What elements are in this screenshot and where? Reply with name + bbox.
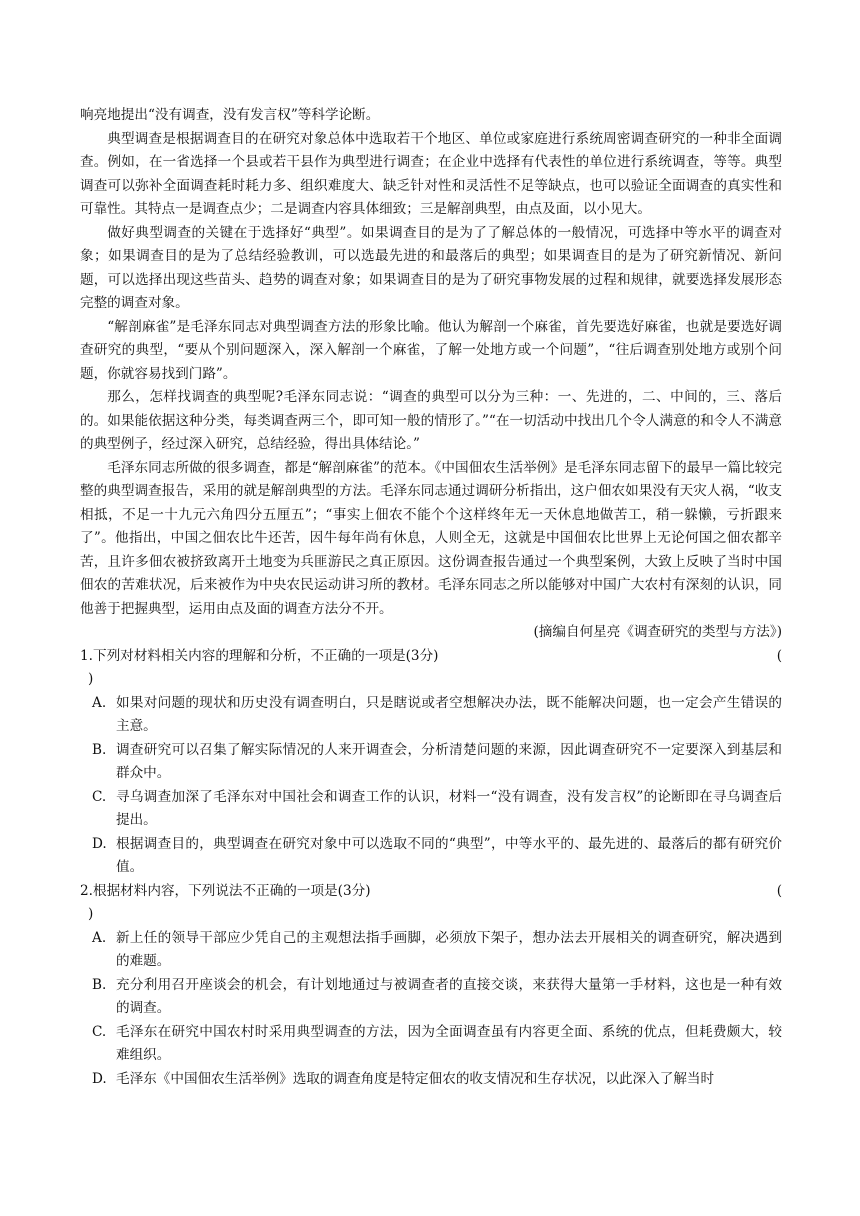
option-b (80, 739, 782, 786)
option-a (80, 692, 782, 739)
option-letter: A. (92, 694, 107, 711)
option-letter: D. (92, 835, 107, 852)
answer-paren-close: ) (88, 906, 94, 922)
option-text: 寻乌调查加深了毛泽东对中国社会和调查工作的认识，材料一“没有调查，没有发言权”的论断即在寻乌调查后提出。 (116, 788, 782, 828)
question-block (80, 645, 782, 880)
option-letter: B. (92, 976, 107, 993)
passage-paragraph: 毛泽东同志所做的很多调查，都是“解剖麻雀”的范本。《中国佃农生活举例》是毛泽东同志留下的最早一篇比较完整的典型调查报告，采用的就是解剖典型的方法。毛泽东同志通过调研分析指出，这户佃农如果没有天灾人祸，“收支相抵，不足一十九元六角四分五厘五”；“事实上佃农不能个个这样终年无一天休息地做苦工，稍一躲懒，亏折跟来了”。他指出，中国之佃农比牛还苦，因牛每年尚有休息，人则全无，这就是中国佃农比世界上无论何国之佃农都辛苦，且许多佃农被挤致离开土地变为兵匪游民之真正原因。这份调查报告通过一个典型案例，大致上反映了当时中国佃农的苦难状况，后来被作为中央农民运动讲习所的教材。毛泽东同志之所以能够对中国广大农村有深刻的认识，同他善于把握典型，运用由点及面的调查方法分不开。 (80, 459, 782, 617)
option-letter: A. (92, 929, 107, 946)
option-text: 调查研究可以召集了解实际情况的人来开调查会，分析清楚问题的来源，因此调查研究不一定要深入到基层和群众中。 (116, 741, 782, 781)
passage-paragraph: 典型调查是根据调查目的在研究对象总体中选取若干个地区、单位或家庭进行系统周密调查研究的一种非全面调查。例如，在一省选择一个县或若干县作为典型进行调查；在企业中选择有代表性的单位进行系统调查，等等。典型调查可以弥补全面调查耗时耗力多、组织难度大、缺乏针对性和灵活性不足等缺点，也可以验证全面调查的真实性和可靠性。其特点一是调查点少；二是调查内容具体细致；三是解剖典型，由点及面，以小见大。 (80, 130, 782, 217)
passage-paragraph: 做好典型调查的关键在于选择好“典型”。如果调查目的是为了了解总体的一般情况，可选择中等水平的调查对象；如果调查目的是为了总结经验教训，可以选最先进的和最落后的典型；如果调查目的是为了研究新情况、新问题，可以选择出现这些苗头、趋势的调查对象；如果调查目的是为了研究事物发展的过程和规律，就要选择发展形态完整的调查对象。 (80, 224, 782, 311)
answer-paren-open: ( (776, 647, 782, 664)
option-d (80, 1068, 782, 1092)
option-text: 充分利用召开座谈会的机会，有计划地通过与被调查者的直接交谈，来获得大量第一手材料，这也是一种有效的调查。 (116, 976, 782, 1016)
option-letter: C. (92, 1023, 107, 1040)
question-block (80, 880, 782, 1092)
question-stem (80, 880, 782, 904)
option-text: 如果对问题的现状和历史没有调查明白，只是瞎说或者空想解决办法，既不能解决问题，也一定会产生错误的主意。 (116, 694, 782, 734)
page-content (80, 104, 782, 1091)
option-b (80, 974, 782, 1021)
option-letter: C. (92, 788, 107, 805)
option-text: 毛泽东在研究中国农村时采用典型调查的方法，因为全面调查虽有内容更全面、系统的优点，但耗费颇大，较难组织。 (116, 1023, 782, 1063)
question-stem-text: 1.下列对材料相关内容的理解和分析，不正确的一项是(3分) (80, 647, 439, 664)
passage-source: (摘编自何星亮《调查研究的类型与方法》) (533, 624, 782, 640)
passage-paragraph: “解剖麻雀”是毛泽东同志对典型调查方法的形象比喻。他认为解剖一个麻雀，首先要选好麻雀，也就是要选好调查研究的典型，“要从个别问题深入，深入解剖一个麻雀，了解一处地方或一个问题”，“往后调查别处地方或别个问题，你就容易找到门路”。 (80, 318, 782, 382)
question-stem (80, 645, 782, 669)
passage-lead-line: 响亮地提出“没有调查，没有发言权”等科学论断。 (80, 107, 380, 123)
answer-paren-close: ) (88, 671, 94, 687)
option-letter: D. (92, 1070, 107, 1087)
option-c (80, 1021, 782, 1068)
option-text: 根据调查目的，典型调查在研究对象中可以选取不同的“典型”，中等水平的、最先进的、最落后的都有研究价值。 (116, 835, 782, 875)
option-a (80, 927, 782, 974)
option-c (80, 786, 782, 833)
option-letter: B. (92, 741, 107, 758)
answer-paren-open: ( (776, 882, 782, 899)
question-stem-text: 2.根据材料内容，下列说法不正确的一项是(3分) (80, 882, 371, 899)
passage-paragraph: 那么，怎样找调查的典型呢?毛泽东同志说：“调查的典型可以分为三种：一、先进的，二、中间的，三、落后的。如果能依据这种分类，每类调查两三个，即可知一般的情形了。”“在一切活动中找出几个令人满意的和令人不满意的典型例子，经过深入研究，总结经验，得出具体结论。” (80, 389, 782, 452)
option-text: 新上任的领导干部应少凭自己的主观想法指手画脚，必须放下架子，想办法去开展相关的调查研究，解决遇到的难题。 (116, 929, 782, 969)
option-text: 毛泽东《中国佃农生活举例》选取的调查角度是特定佃农的收支情况和生存状况，以此深入了解当时 (116, 1070, 715, 1087)
option-d (80, 833, 782, 880)
